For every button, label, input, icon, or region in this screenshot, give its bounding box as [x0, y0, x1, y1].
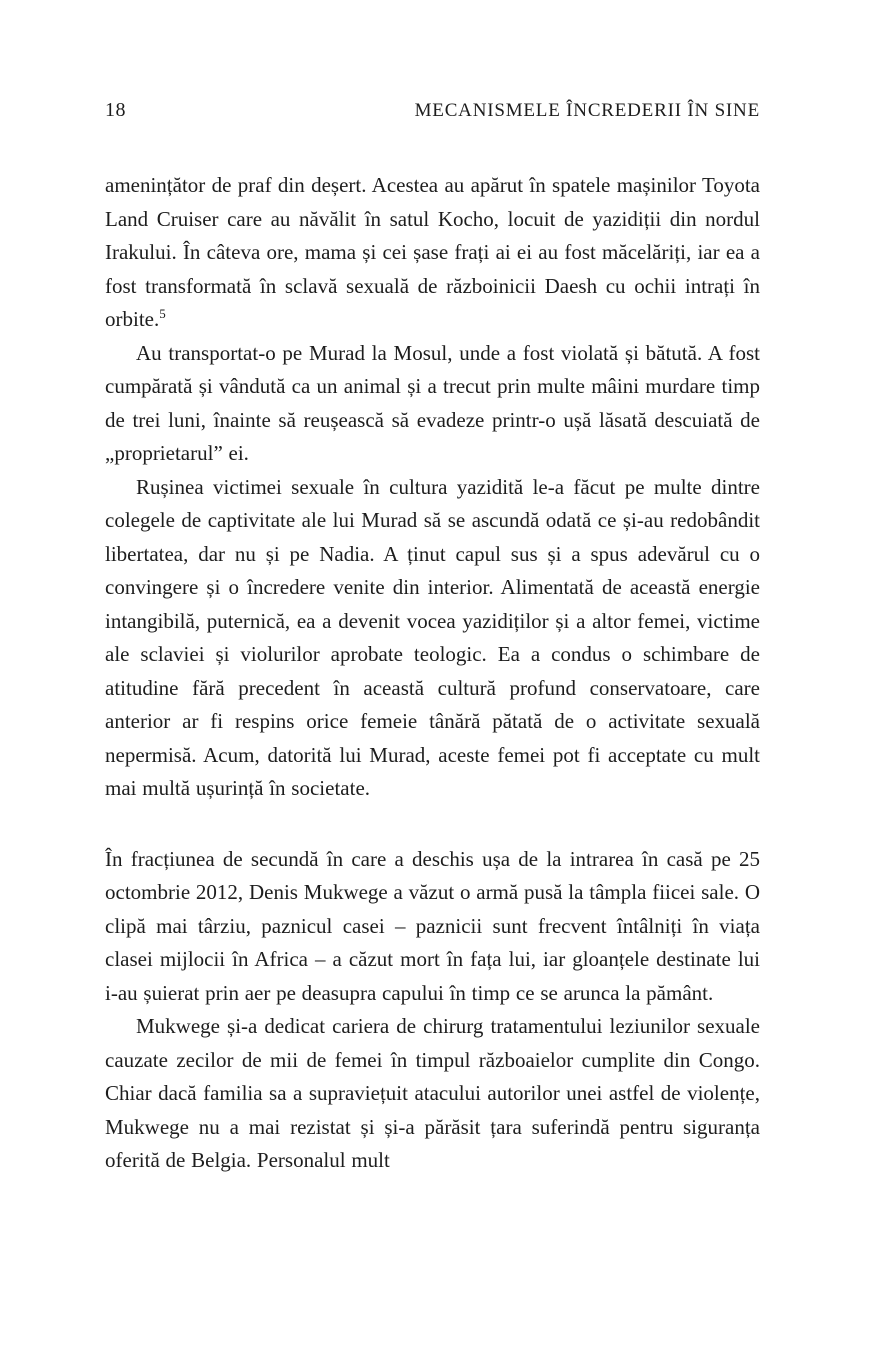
paragraph: Mukwege și-a dedicat cariera de chirurg tratamentului leziunilor sexuale cauzate zecilor de mii de femei în timpul războaielor cumplite din Congo. Chiar dacă familia sa a supraviețuit atacului autorilor unei astfel de violențe, Mukwege nu a mai rezistat și și-a părăsit țara suferindă pentru siguranța oferită de Belgia. Personalul mult	[105, 1014, 760, 1172]
paragraph: amenințător de praf din deșert. Acestea au apărut în spatele mașinilor Toyota Land Cruiser care au năvălit în satul Kocho, locuit de yazidiții din nordul Irakului. În câteva ore, mama și cei șase frați ai ei au fost măcelăriți, iar ea a fost transformată în sclavă sexuală de războinicii Daesh cu ochii intrați în orbite.$^5$	[105, 173, 760, 331]
paragraph: În fracțiunea de secundă în care a deschis ușa de la intrarea în casă pe 25 octombrie 2012, Denis Mukwege a văzut o armă pusă la tâmpla fiicei sale. O clipă mai târziu, paznicul casei – paznicii sunt frecvent întâlniți în viața clasei mijlocii în Africa – a căzut mort în fața lui, iar gloanțele destinate lui i-au șuierat prin aer pe deasupra capului în timp ce se arunca la pământ.	[105, 846, 760, 1005]
paragraph: Au transportat-o pe Murad la Mosul, unde a fost violată și bătută. A fost cumpărată și vândută ca un animal și a trecut prin multe mâini murdare timp de trei luni, înainte să reușească să evadeze printr-o ușă lăsată descuiată de „proprietarul” ei.	[105, 340, 760, 465]
footnote-ref: 5	[159, 306, 166, 321]
page-header	[105, 98, 760, 123]
body-text	[105, 169, 760, 1178]
paragraph: Rușinea victimei sexuale în cultura yazidită le-a făcut pe multe dintre colegele de captivitate ale lui Murad să se ascundă odată ce și-au redobândit libertatea, dar nu și pe Nadia. A ținut capul sus și a spus adevărul cu o convingere și o încredere venite din interior. Alimentată de această energie intangibilă, puternică, ea a devenit vocea yazidiților și a altor femei, victime ale sclaviei și violurilor aprobate teologic. Ea a condus o schimbare de atitudine fără precedent în această cultură profund conservatoare, care anterior ar fi respins orice femeie tânără pătată de o activitate sexuală nepermisă. Acum, datorită lui Murad, aceste femei pot fi acceptate cu mult mai multă ușurință în societate.	[105, 474, 760, 800]
running-title: MECANISMELE ÎNCREDERII ÎN SINE	[414, 100, 760, 121]
page-number: 18	[105, 99, 126, 121]
